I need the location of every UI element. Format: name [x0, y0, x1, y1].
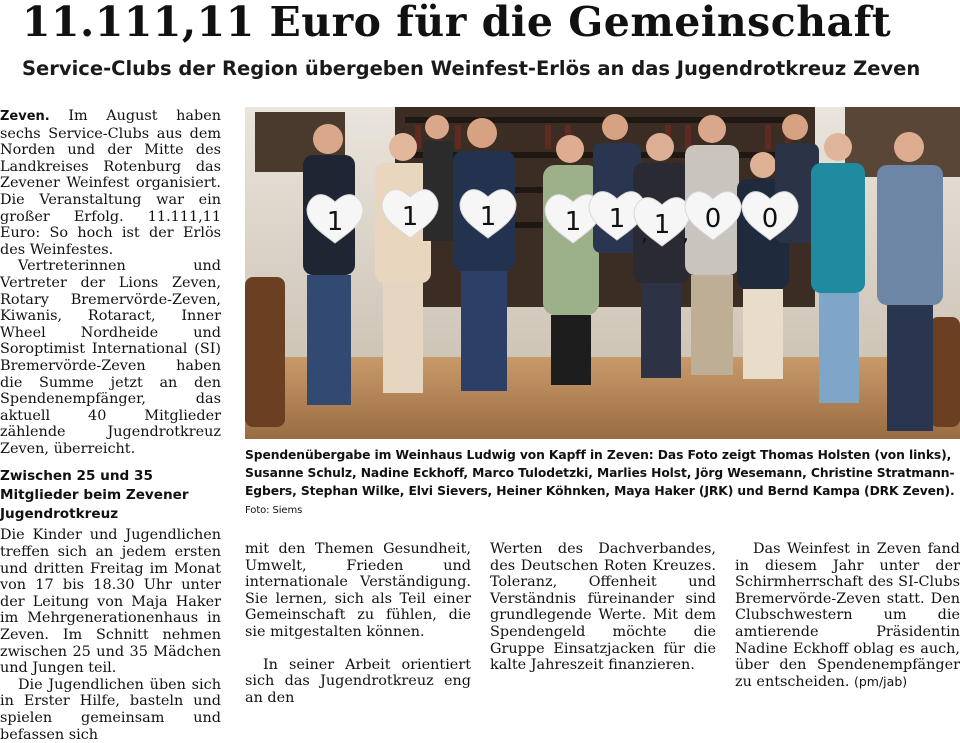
paragraph — [735, 541, 960, 690]
heart-digit: 1 — [326, 207, 344, 237]
dateline: Zeven. — [0, 109, 50, 124]
heart-separator: , — [641, 222, 648, 247]
paragraph: Vertreterinnen und Vertreter der Lions Zeven, Rotary Bremervörde-Zeven, Kiwanis, Rotaract, Inner Wheel Nordheide und Soroptimist International (SI) Bremervörde-Zeven haben die Summe jetzt an den Spendenempfänger, das aktuell 40 Mitglieder zählende Jugendrotkreuz Zeven, überreicht. — [0, 258, 221, 457]
paragraph: Die Kinder und Jugendlichen treffen sich an jedem ersten und dritten Freitag im Monat von 17 bis 18.30 Uhr unter der Leitung von Maja Haker im Mehrgenerationenhaus in Zeven. Im Schnitt nehmen zwischen 25 und 35 Mädchen und Jungen teil. — [0, 527, 221, 677]
heart-digit: 1 — [401, 202, 419, 232]
wine-barrel-left — [245, 277, 285, 427]
caption-text: Spendenübergabe im Weinhaus Ludwig von Kapff in Zeven: Das Foto zeigt Thomas Holsten (von links), Susanne Schulz, Nadine Eckhoff, Marco Tulodetzki, Marlies Holst, Jörg Wesemann, Christine Stratmann-Egbers, Stephan Wilke, Elvi Sievers, Heiner Köhnken, Maya Haker (JRK) und Bernd Kampa (DRK Zeven). — [245, 448, 955, 498]
section-subheading: Zwischen 25 und 35 Mitglieder beim Zevener Jugendrotkreuz — [0, 468, 189, 523]
paragraph-text: Das Weinfest in Zeven fand in diesem Jahr unter der Schirmherrschaft des SI-Clubs Bremervörde-Zeven statt. Den Clubschwestern um die amtierende Präsidentin Nadine Eckhoff oblag es auch, über den Spendenempfänger zu entscheiden. — [735, 541, 960, 690]
heart-digit: 1 — [564, 207, 582, 237]
heart-digit: 0 — [704, 204, 722, 234]
heart-digit: 1 — [479, 202, 497, 232]
heart-separator: , — [682, 222, 689, 247]
paragraph-text: Im August haben sechs Service-Clubs aus dem Norden und der Mitte des Landkreises Rotenburg das Zevener Weinfest organisiert. Die Veranstaltung war ein großer Erfolg. 11.111,11 Euro: So hoch ist der Erlös des Weinfestes. — [0, 108, 221, 258]
paragraph — [0, 108, 221, 258]
heart-digit: 1 — [653, 210, 671, 240]
subheadline: Service-Clubs der Region übergeben Weinfest-Erlös an das Jugendrotkreuz Zeven — [22, 57, 921, 80]
author-signature: (pm/jab) — [853, 673, 908, 689]
article-column-1 — [0, 108, 221, 743]
photo-illustration — [245, 107, 960, 439]
paragraph: mit den Themen Gesundheit, Umwelt, Frieden und internationale Verständigung. Sie lernen, sich als Teil einer Gemeinschaft zu fühlen, die sie mitgestalten können. — [245, 541, 471, 640]
paragraph: Die Jugendlichen üben sich in Erster Hilfe, basteln und spielen gemeinsam und befassen sich — [0, 676, 221, 743]
photo-caption — [245, 446, 960, 520]
article-photo — [245, 107, 960, 439]
heart-digit: 0 — [761, 204, 779, 234]
photo-credit: Foto: Siems — [245, 505, 303, 516]
paragraph: In seiner Arbeit orientiert sich das Jugendrotkreuz eng an den — [245, 656, 471, 706]
article-column-4 — [735, 541, 960, 690]
article-column-3 — [490, 541, 716, 674]
heart-digit: 1 — [608, 204, 626, 234]
headline: 11.111,11 Euro für die Gemeinschaft — [22, 0, 892, 46]
paragraph: Werten des Dachverbandes, des Deutschen Roten Kreuzes. Toleranz, Offenheit und Verständnis füreinander sind grundlegende Werte. Mit dem Spendengeld möchte die Gruppe Einsatzjacken für die kalte Jahreszeit finanzieren. — [490, 541, 716, 674]
wine-barrel-right — [930, 317, 960, 427]
